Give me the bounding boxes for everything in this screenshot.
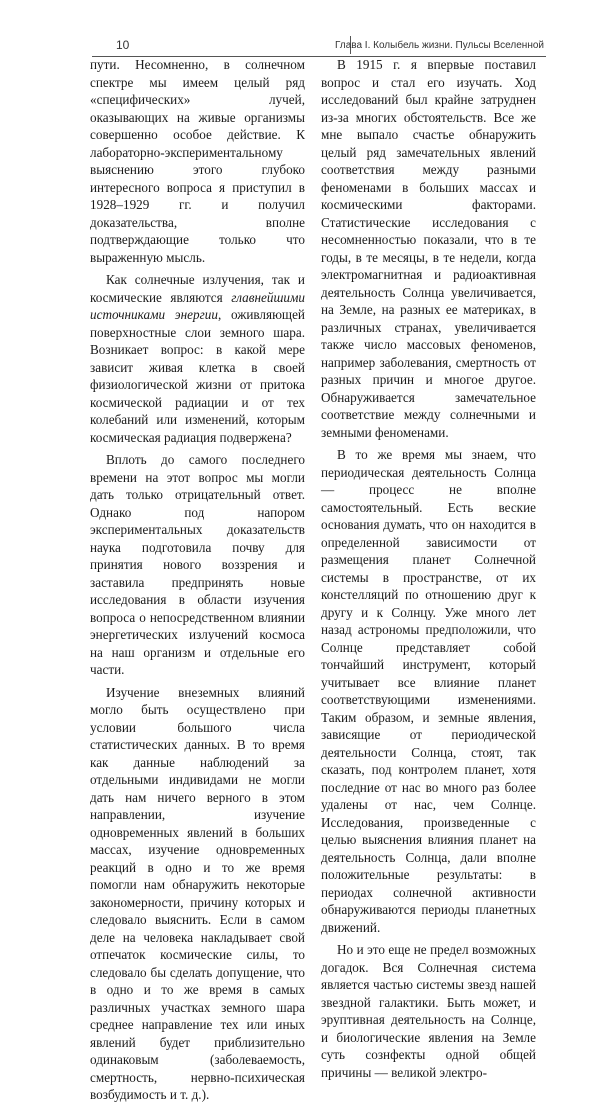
page-number: 10 xyxy=(116,38,130,52)
paragraph xyxy=(90,271,305,446)
running-head: Глава I. Колыбель жизни. Пульсы Вселенной xyxy=(335,40,544,51)
paragraph: Но и это еще не предел возможных догадок. Вся Солнечная система является частью системы звезд нашей звездной галактики. Быть может, и эруптивная деятельность на Солнце, и биологические явления на Земле суть сознфекты одной общей причины — великой электро- xyxy=(321,942,536,1080)
paragraph: В 1915 г. я впервые поставил вопрос и стал его изучать. Ход исследований был крайне затруднен из-за многих обстоятельств. Все же мне выпало счастье обнаружить целый ряд замечательных явлений соответствия между разными феноменами в больших массах и космическими факторами. Статистические исследования с несомненностью показали, что в те годы, в те месяцы, в те недели, когда электромагнитная и радиоактивная деятельность Солнца увеличивается, на Земле, на разных ее материках, в различных странах, увеличивается также число массовых феноменов, например заболевания, смертность от разных причин и многое другое. Обнаруживается замечательное соответствие между солнечными и земными феноменами. xyxy=(321,57,536,440)
paragraph: пути. Несомненно, в солнечном спектре мы имеем целый ряд «специфических» лучей, оказывающих на живые организмы совершенно особое действие. К лабораторно-экспериментальному выяснению этого глубоко интересного вопроса я приступил в 1928–1929 гг. и получил доказательства, вполне подтверждающие только что выраженную мысль. xyxy=(90,57,305,265)
paragraph: В то же время мы знаем, что периодическая деятельность Солнца — процесс не вполне самостоятельный. Есть веские основания думать, что он находится в определенной зависимости от размещения планет Солнечной системы в пространстве, от их констелляций по отношению друг к другу и к Солнцу. Уже много лет назад астрономы предположили, что Солнце представляет собой тончайший инструмент, который учитывает все влияние планет соответствующими изменениями. Таким образом, и земные явления, зависящие от периодической деятельности Солнца, стоят, так сказать, под контролем планет, хотя последние от нас во много раз более удалены от нас, чем Солнце. Исследования, произведенные с целью выяснения влияния планет на деятельность Солнца, дали вполне положительные результаты: в периодах солнечной активности обнаруживаются периоды планетных движений. xyxy=(321,447,536,935)
paragraph-text: , оживляющей поверхностные слои земного шара. Возникает вопрос: в какой мере зависит живая клетка в своей физиологической жизни от притока космической радиации и от тех колебаний или изменений, которым космическая радиация подвержена? xyxy=(90,307,305,445)
emphasis-text: главнейшими источниками энергии xyxy=(90,289,305,322)
paragraph: Вплоть до самого последнего времени на этот вопрос мы могли дать только отрицательный ответ. Однако под напором экспериментальных доказательств наука подготовила почву для принятия нового воззрения и заставила предпринять новые исследования в области изучения вопроса о непосредственном влиянии энергетических излучений космоса на наш организм и отдельные его части. xyxy=(90,452,305,677)
page-header xyxy=(92,36,546,56)
left-column xyxy=(90,56,305,1109)
paragraph-text: Как солнечные излучения, так и космические являются xyxy=(90,272,305,305)
paragraph: Изучение внеземных влияний могло быть осуществлено при условии большого числа статистических данных. В то время как данные наблюдений за отдельными индивидами не могли дать нам ничего верного в этом направлении, изучение одновременных явлений в больших массах, изучение одновременных реакций в одно и то же время помогли нам обнаружить некоторые закономерности, причину которых и следовало выяснить. Если в самом деле на человека накладывает свой отпечаток космические силы, то следовало бы сделать допущение, что в одно и то же время в самых различных участках земного шара среднее направление тех или иных явлений будет приблизительно одинаковым (заболеваемость, смертность, нервно-психическая возбудимость и т. д.). xyxy=(90,684,305,1102)
right-column xyxy=(321,56,536,1086)
